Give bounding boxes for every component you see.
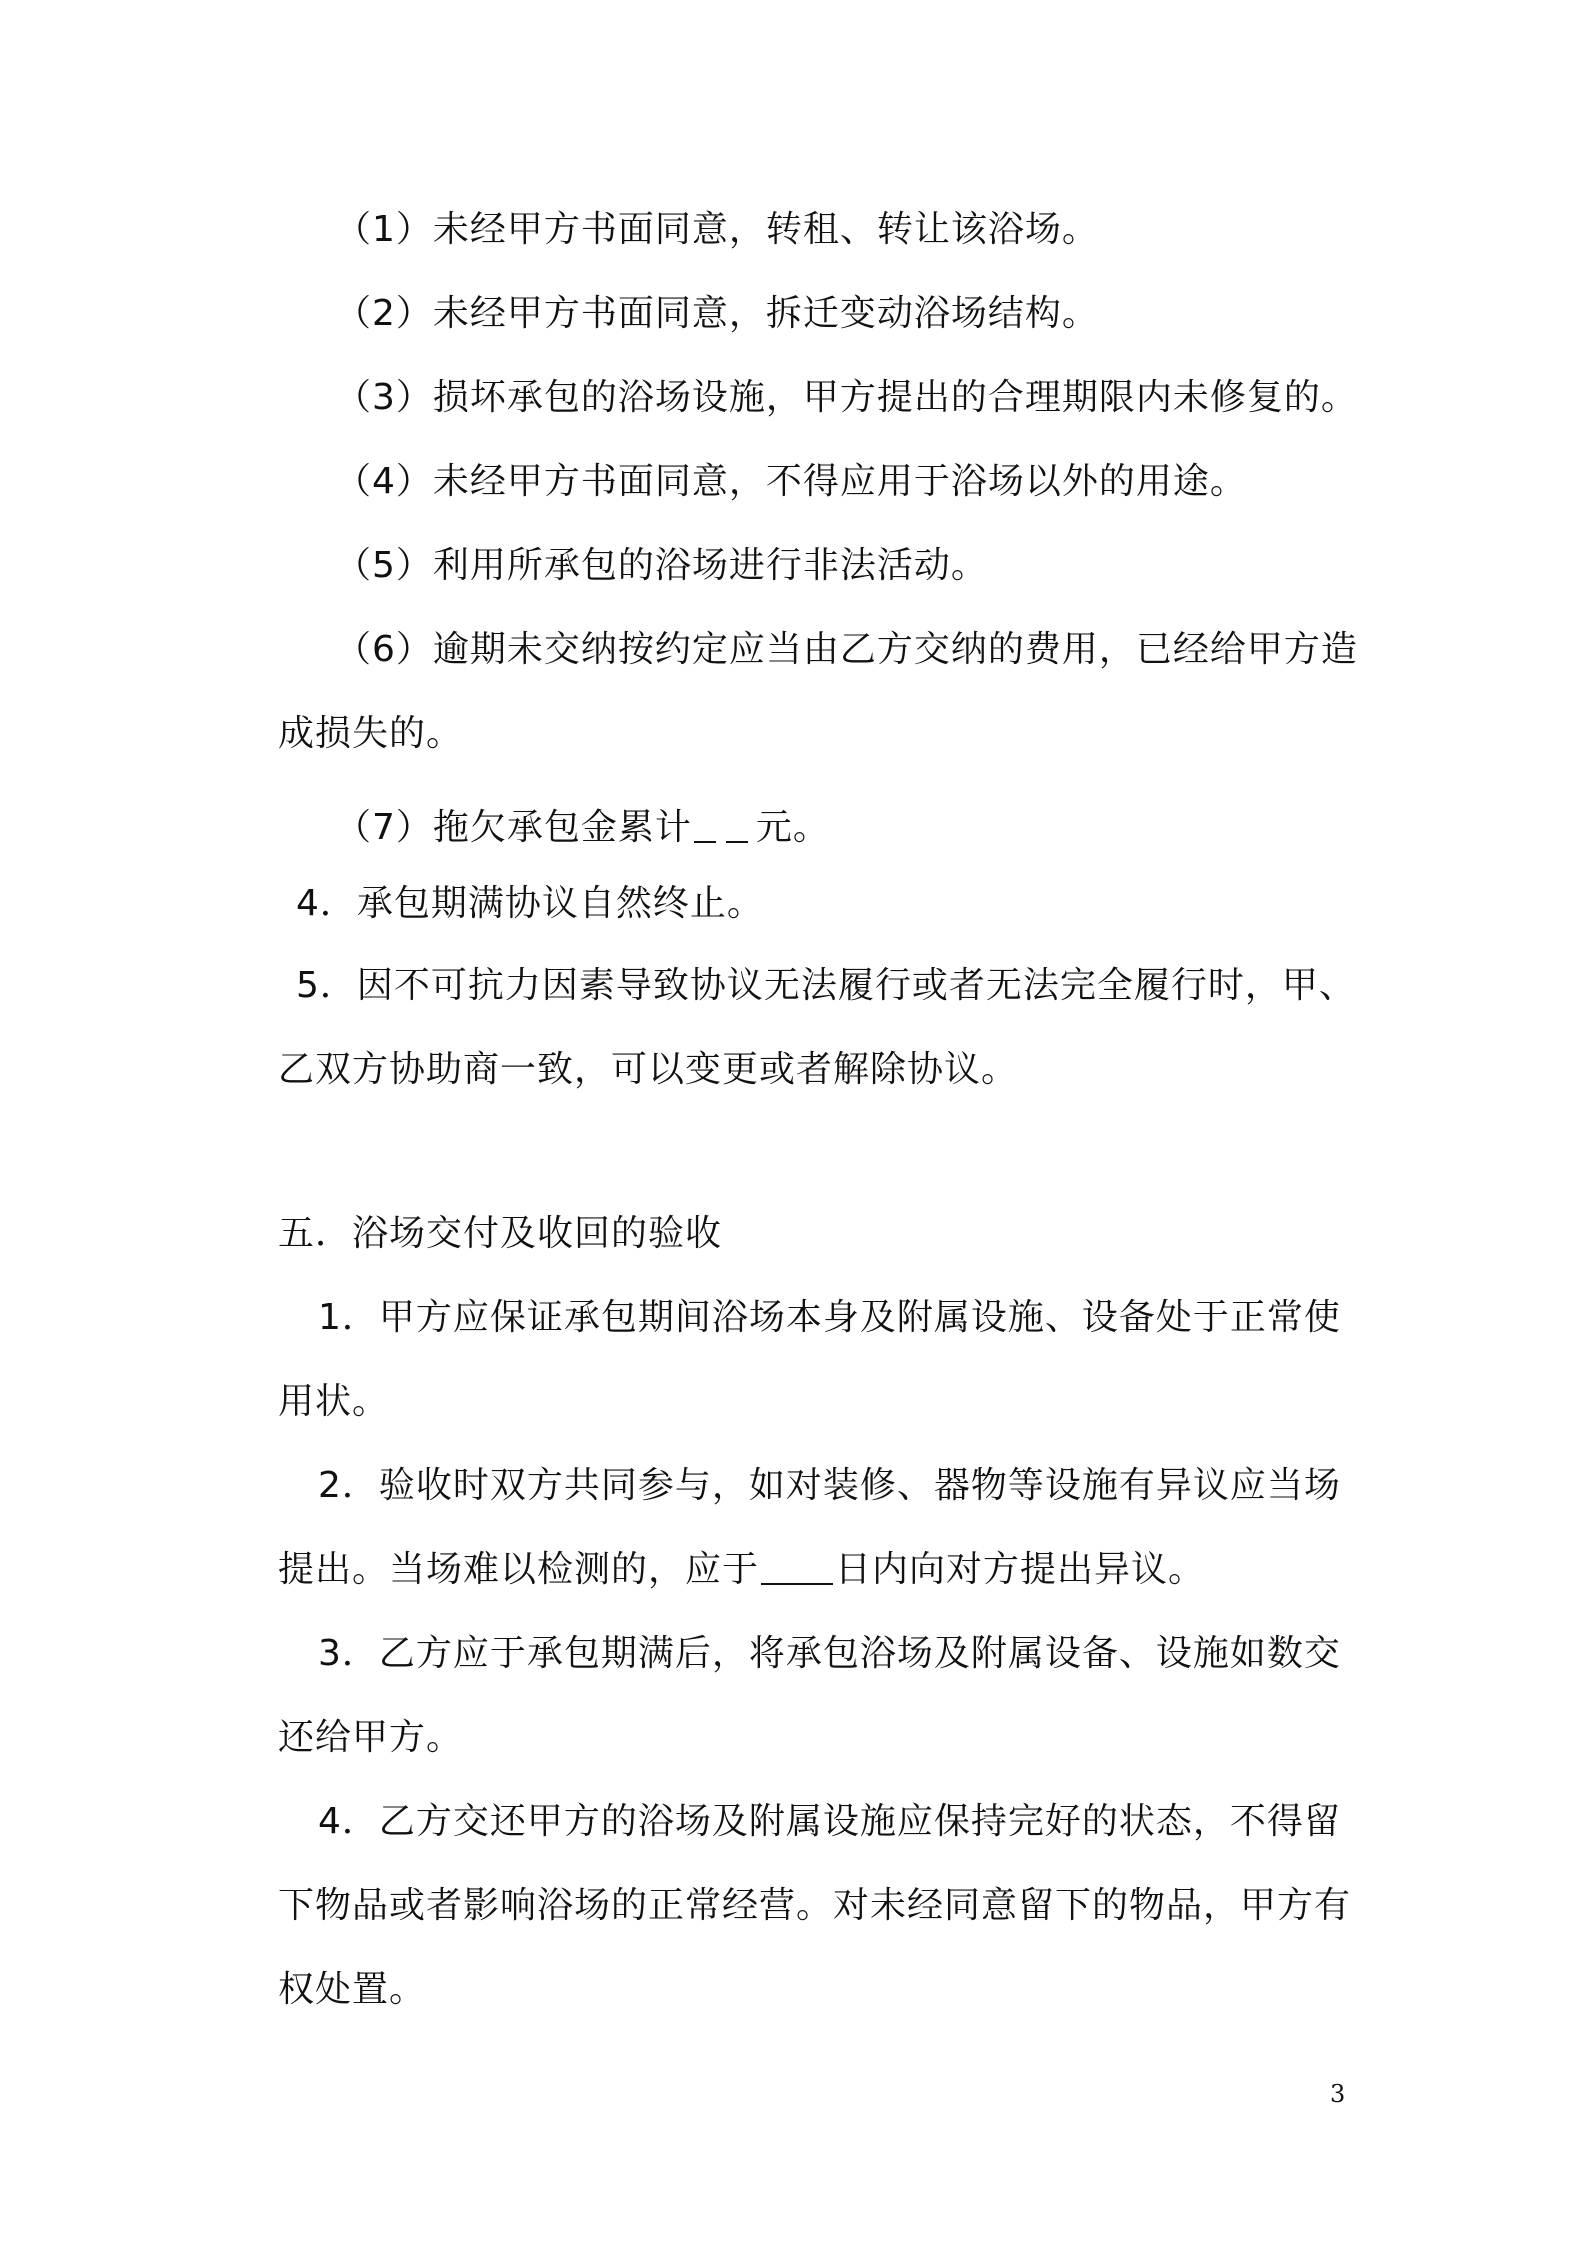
section-5-item-1-line-2: 用状。 — [278, 1381, 390, 1422]
item-2: （2）未经甲方书面同意，拆迁变动浴场结构。 — [335, 293, 1099, 334]
clause-4: 4．承包期满协议自然终止。 — [296, 883, 764, 924]
blank-field — [726, 805, 748, 843]
item-6-line-1: （6）逾期未交纳按约定应当由乙方交纳的费用，已经给甲方造 — [335, 629, 1358, 670]
item-7-suffix: 元。 — [755, 807, 830, 848]
item-5: （5）利用所承包的浴场进行非法活动。 — [335, 545, 988, 586]
section-5-item-4-line-3: 权处置。 — [278, 1969, 427, 2010]
item-1: （1）未经甲方书面同意，转租、转让该浴场。 — [335, 209, 1099, 250]
item-6-line-2: 成损失的。 — [278, 713, 464, 754]
blank-field — [761, 1547, 833, 1585]
item-7 — [335, 804, 830, 852]
section-5-item-4-line-1: 4．乙方交还甲方的浴场及附属设施应保持完好的状态，不得留 — [318, 1801, 1341, 1842]
section-5-item-3-line-1: 3．乙方应于承包期满后，将承包浴场及附属设备、设施如数交 — [318, 1633, 1341, 1674]
section-5-item-4-line-2: 下物品或者影响浴场的正常经营。对未经同意留下的物品，甲方有 — [278, 1885, 1352, 1926]
section-5-item-2-line-1: 2．验收时双方共同参与，如对装修、器物等设施有异议应当场 — [318, 1465, 1341, 1506]
page-number: 3 — [1330, 2080, 1346, 2108]
item-7-text: （7）拖欠承包金累计 — [335, 807, 692, 848]
item-3: （3）损坏承包的浴场设施，甲方提出的合理期限内未修复的。 — [335, 377, 1358, 418]
section-heading: 五．浴场交付及收回的验收 — [278, 1213, 723, 1254]
section-5-item-1-line-1: 1．甲方应保证承包期间浴场本身及附属设施、设备处于正常使 — [318, 1297, 1341, 1338]
section-5-item-3-line-2: 还给甲方。 — [278, 1717, 464, 1758]
clause-5-line-1: 5．因不可抗力因素导致协议无法履行或者无法完全履行时，甲、 — [296, 965, 1356, 1006]
blank-field — [694, 805, 716, 843]
clause-5-line-2: 乙双方协助商一致，可以变更或者解除协议。 — [278, 1049, 1019, 1090]
item-4: （4）未经甲方书面同意，不得应用于浴场以外的用途。 — [335, 461, 1247, 502]
item-2-text: 提出。当场难以检测的，应于 — [278, 1549, 760, 1590]
item-2-suffix: 日内向对方提出异议。 — [835, 1549, 1206, 1590]
section-5-item-2-line-2 — [278, 1546, 1205, 1594]
